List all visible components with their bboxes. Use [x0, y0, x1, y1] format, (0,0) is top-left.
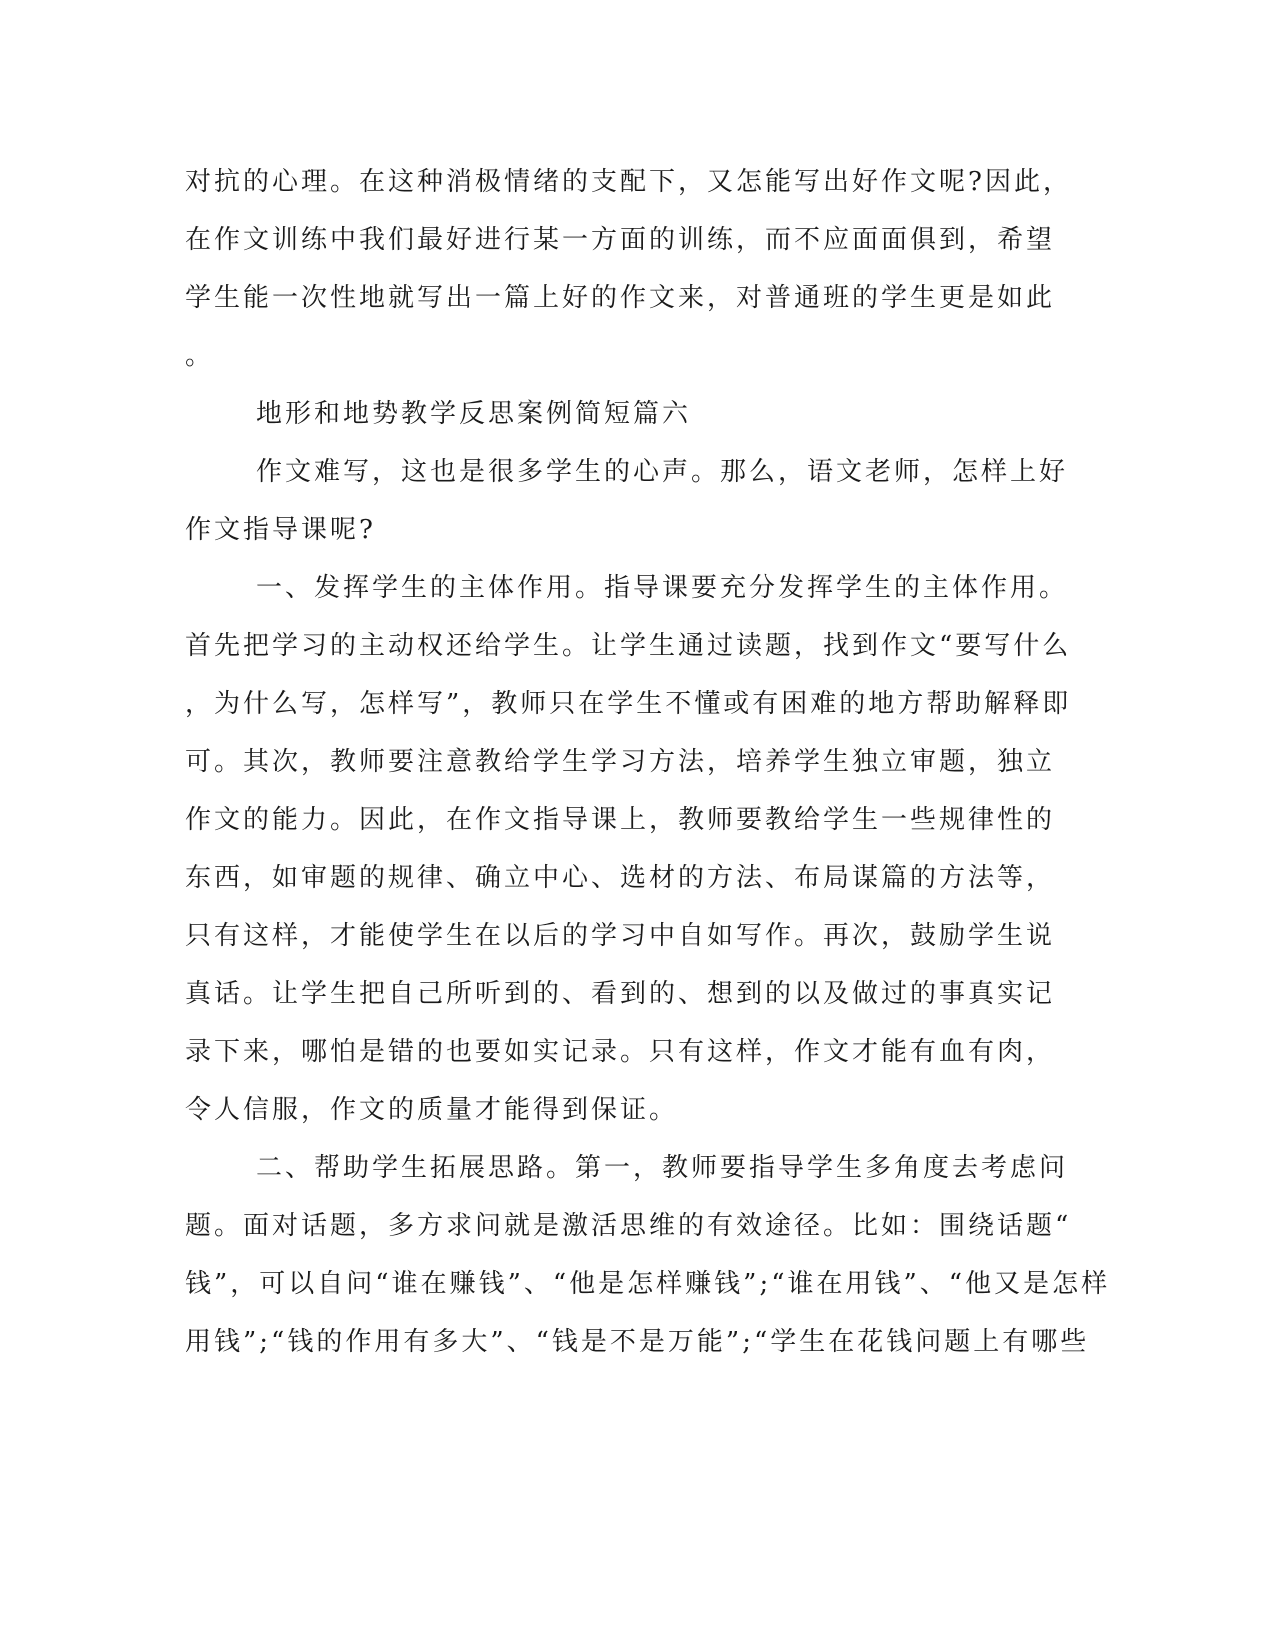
text-line: 题。面对话题，多方求问就是激活思维的有效途径。比如：围绕话题“ [185, 1211, 1072, 1241]
text-line: 首先把学习的主动权还给学生。让学生通过读题，找到作文“要写什么 [185, 631, 1072, 661]
text-line: 可。其次，教师要注意教给学生学习方法，培养学生独立审题，独立 [185, 747, 1056, 777]
text-line: 作文难写，这也是很多学生的心声。那么，语文老师，怎样上好 [256, 457, 1069, 487]
text-line: 真话。让学生把自己所听到的、看到的、想到的以及做过的事真实记 [185, 979, 1056, 1009]
text-line: 作文的能力。因此，在作文指导课上，教师要教给学生一些规律性的 [185, 805, 1056, 835]
text-line: 作文指导课呢? [185, 515, 376, 545]
section-heading: 地形和地势教学反思案例简短篇六 [256, 399, 692, 429]
text-line: 一、发挥学生的主体作用。指导课要充分发挥学生的主体作用。 [256, 573, 1069, 603]
text-line: 在作文训练中我们最好进行某一方面的训练，而不应面面俱到，希望 [185, 225, 1056, 255]
text-line: 。 [185, 341, 215, 371]
text-line: 令人信服，作文的质量才能得到保证。 [185, 1095, 679, 1125]
text-line: 钱”，可以自问“谁在赚钱”、“他是怎样赚钱”;“谁在用钱”、“他又是怎样 [185, 1269, 1111, 1299]
text-line: 二、帮助学生拓展思路。第一，教师要指导学生多角度去考虑问 [256, 1153, 1069, 1183]
text-line: 只有这样，才能使学生在以后的学习中自如写作。再次，鼓励学生说 [185, 921, 1056, 951]
text-line: ，为什么写，怎样写”，教师只在学生不懂或有困难的地方帮助解释即 [185, 689, 1072, 719]
text-line: 录下来，哪怕是错的也要如实记录。只有这样，作文才能有血有肉， [185, 1037, 1056, 1067]
text-line: 东西，如审题的规律、确立中心、选材的方法、布局谋篇的方法等， [185, 863, 1056, 893]
text-line: 对抗的心理。在这种消极情绪的支配下，又怎能写出好作文呢?因此， [185, 167, 1072, 197]
text-line: 学生能一次性地就写出一篇上好的作文来，对普通班的学生更是如此 [185, 283, 1056, 313]
text-line: 用钱”;“钱的作用有多大”、“钱是不是万能”;“学生在花钱问题上有哪些 [185, 1327, 1090, 1357]
